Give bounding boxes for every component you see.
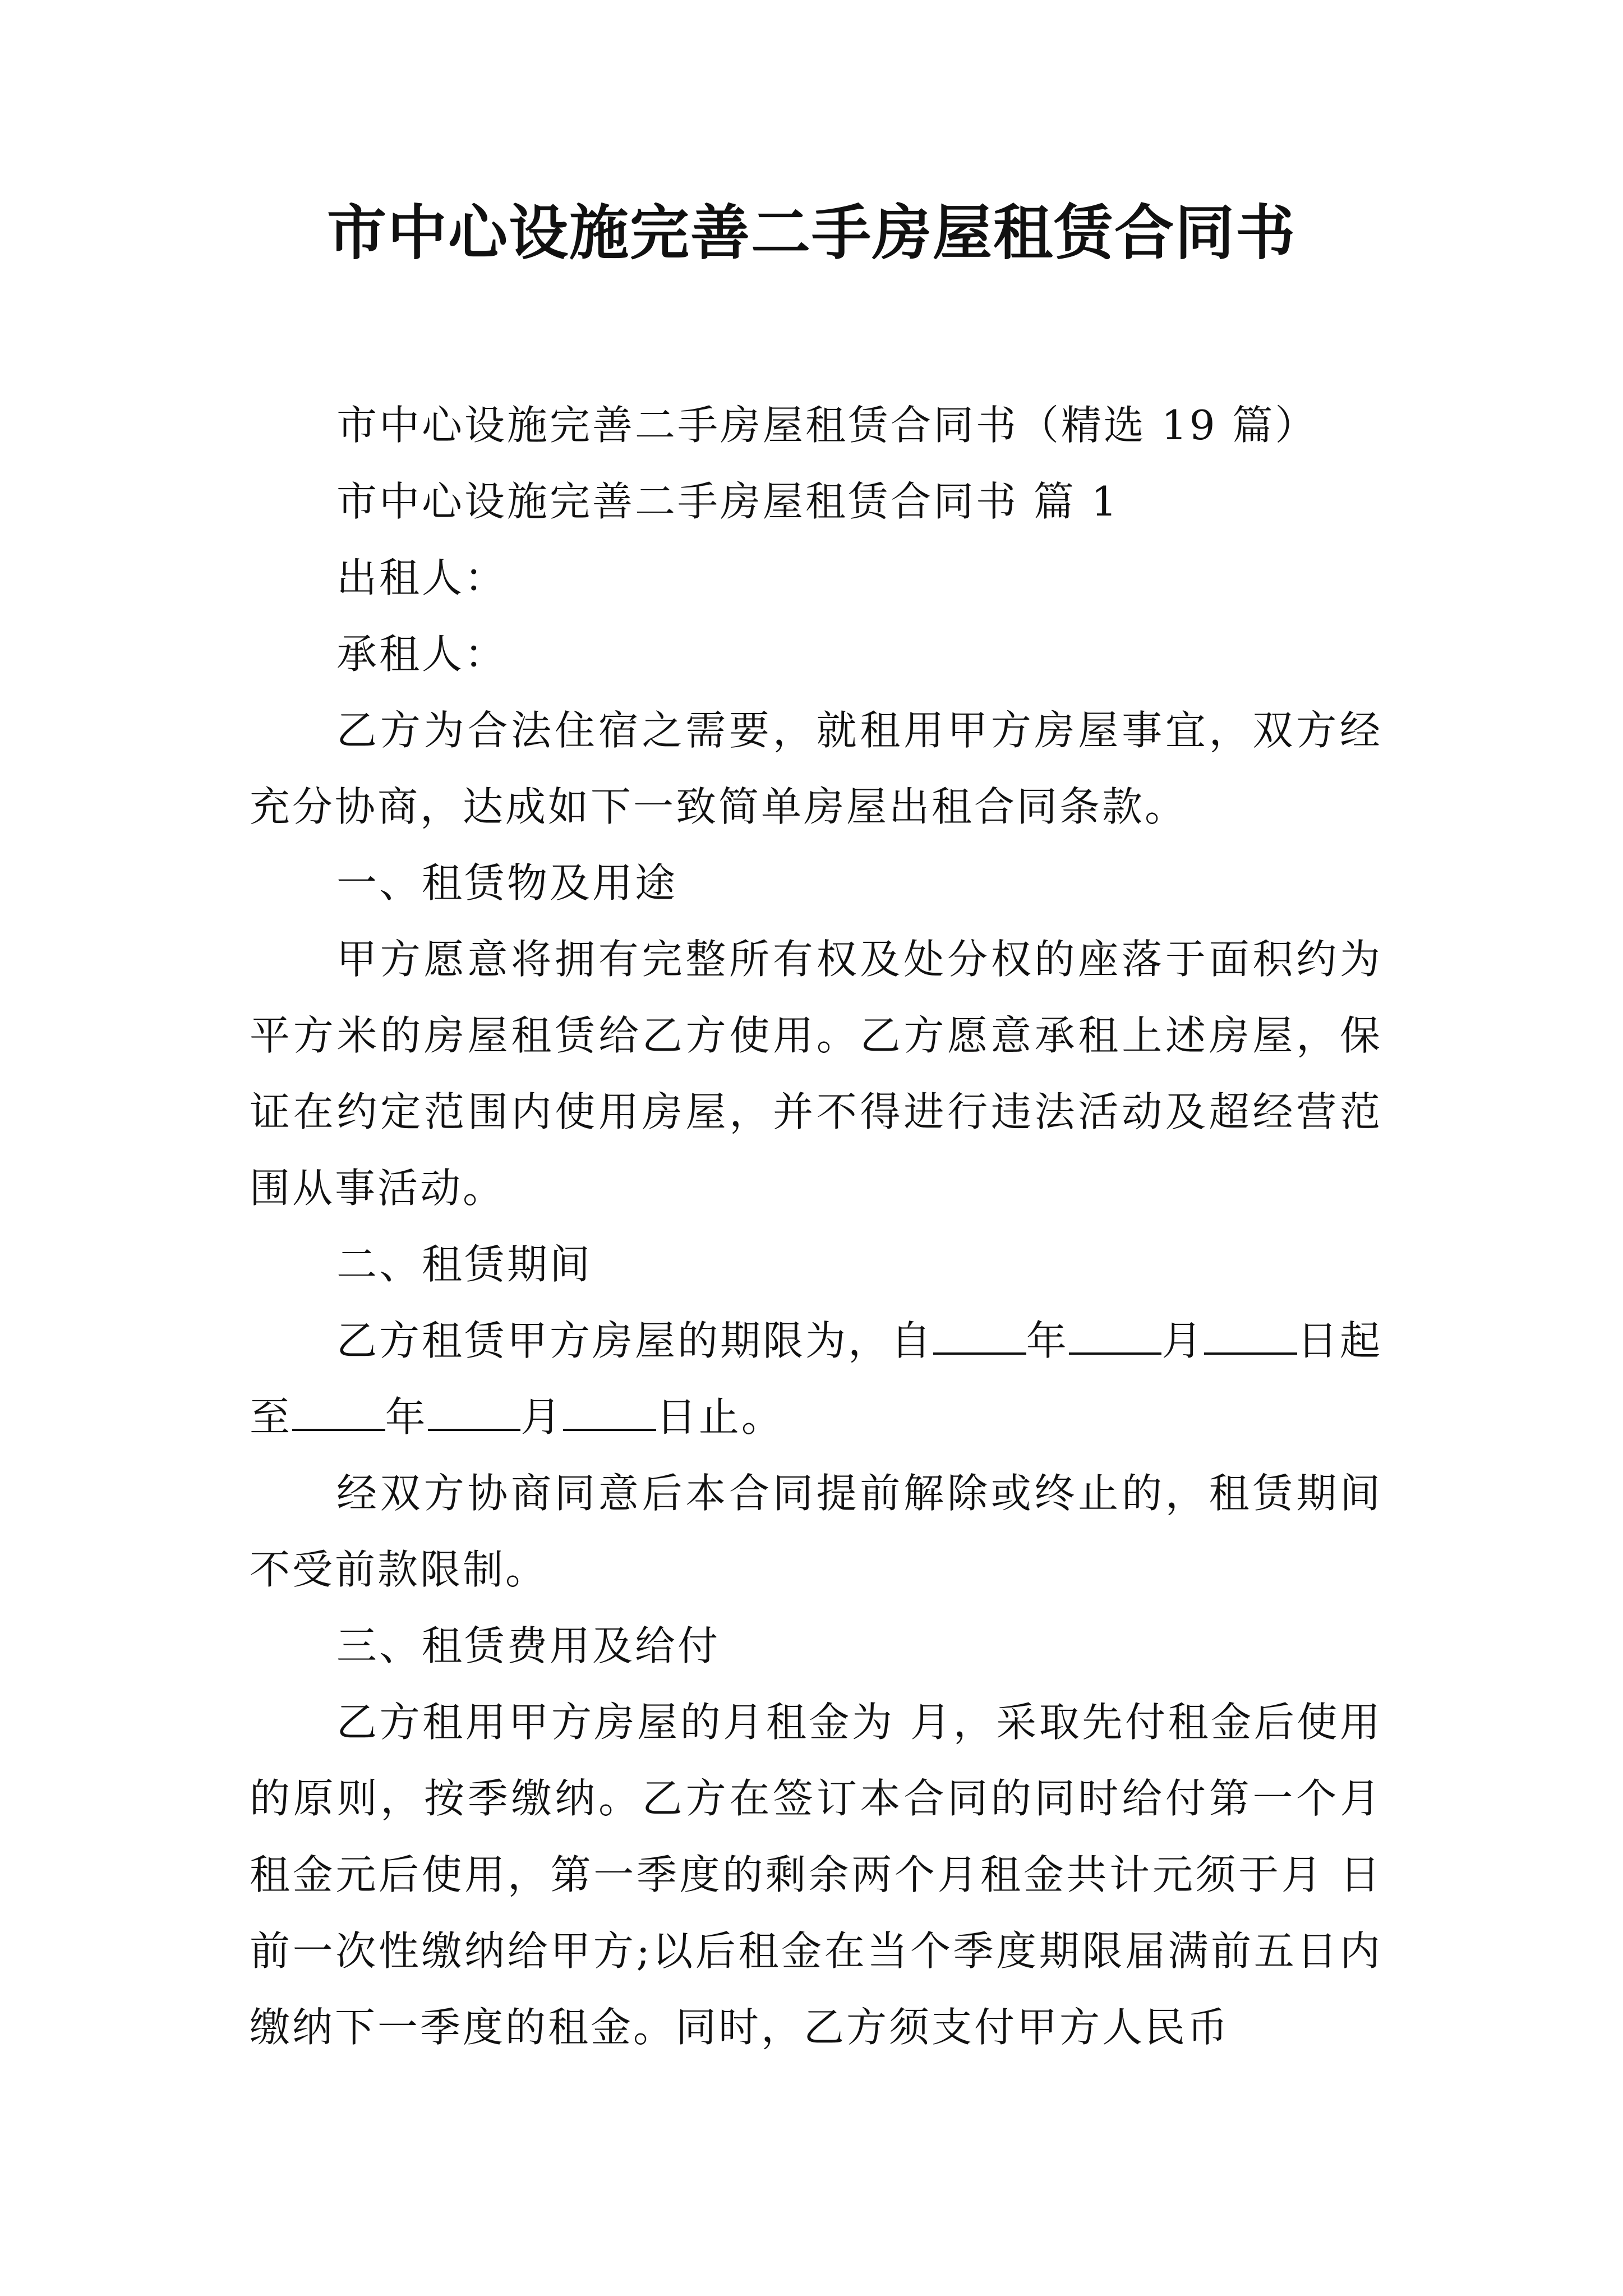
intro-paragraph: 乙方为合法住宿之需要，就租用甲方房屋事宜，双方经充分协商，达成如下一致简单房屋出租合同条款。 [250, 707, 1382, 830]
lessee-label: 承租人： [336, 631, 508, 678]
clause1-heading: 一、租赁物及用途 [336, 859, 678, 907]
blank-line [933, 1316, 1026, 1355]
clause2-part: 乙方租赁甲方房屋的期限为，自 [336, 1317, 934, 1364]
clause2-part: 日止。 [656, 1393, 784, 1441]
lessor-label: 出租人： [336, 554, 508, 601]
clause2-text2: 经双方协商同意后本合同提前解除或终止的，租赁期间不受前款限制。 [250, 1470, 1382, 1593]
blank-line [1069, 1316, 1162, 1355]
section-heading: 市中心设施完善二手房屋租赁合同书 篇 1 [336, 478, 1119, 525]
clause3-heading: 三、租赁费用及给付 [336, 1622, 721, 1669]
clause2-part: 月 [1161, 1317, 1205, 1364]
document-title: 市中心设施完善二手房屋租赁合同书 [327, 197, 1296, 268]
clause2-part: 年 [1026, 1317, 1069, 1364]
blank-line [428, 1392, 521, 1431]
clause1-text: 甲方愿意将拥有完整所有权及处分权的座落于面积约为平方米的房屋租赁给乙方使用。乙方愿意承租上述房屋，保证在约定范围内使用房屋，并不得进行违法活动及超经营范围从事活动。 [250, 936, 1382, 1212]
clause2-part: 日起至 [250, 1317, 1382, 1441]
blank-line [1204, 1316, 1297, 1355]
clause2-part: 月 [520, 1393, 564, 1441]
blank-line [563, 1392, 656, 1431]
document-body [250, 387, 1382, 2065]
clause2-part: 年 [385, 1393, 428, 1441]
blank-line [292, 1392, 385, 1431]
clause2-heading: 二、租赁期间 [336, 1241, 593, 1288]
subtitle: 市中心设施完善二手房屋租赁合同书（精选 19 篇） [336, 402, 1318, 449]
clause2-text [250, 1303, 1382, 1455]
clause3-text: 乙方租用甲方房屋的月租金为 月，采取先付租金后使用的原则，按季缴纳。乙方在签订本合同的同时给付第一个月租金元后使用，第一季度的剩余两个月租金共计元须于月 日前一次性缴纳给甲方;以后租金在当个季度期限届满前五日内缴纳下一季度的租金。同时，乙方须支付甲方人民币 [250, 1699, 1382, 2051]
